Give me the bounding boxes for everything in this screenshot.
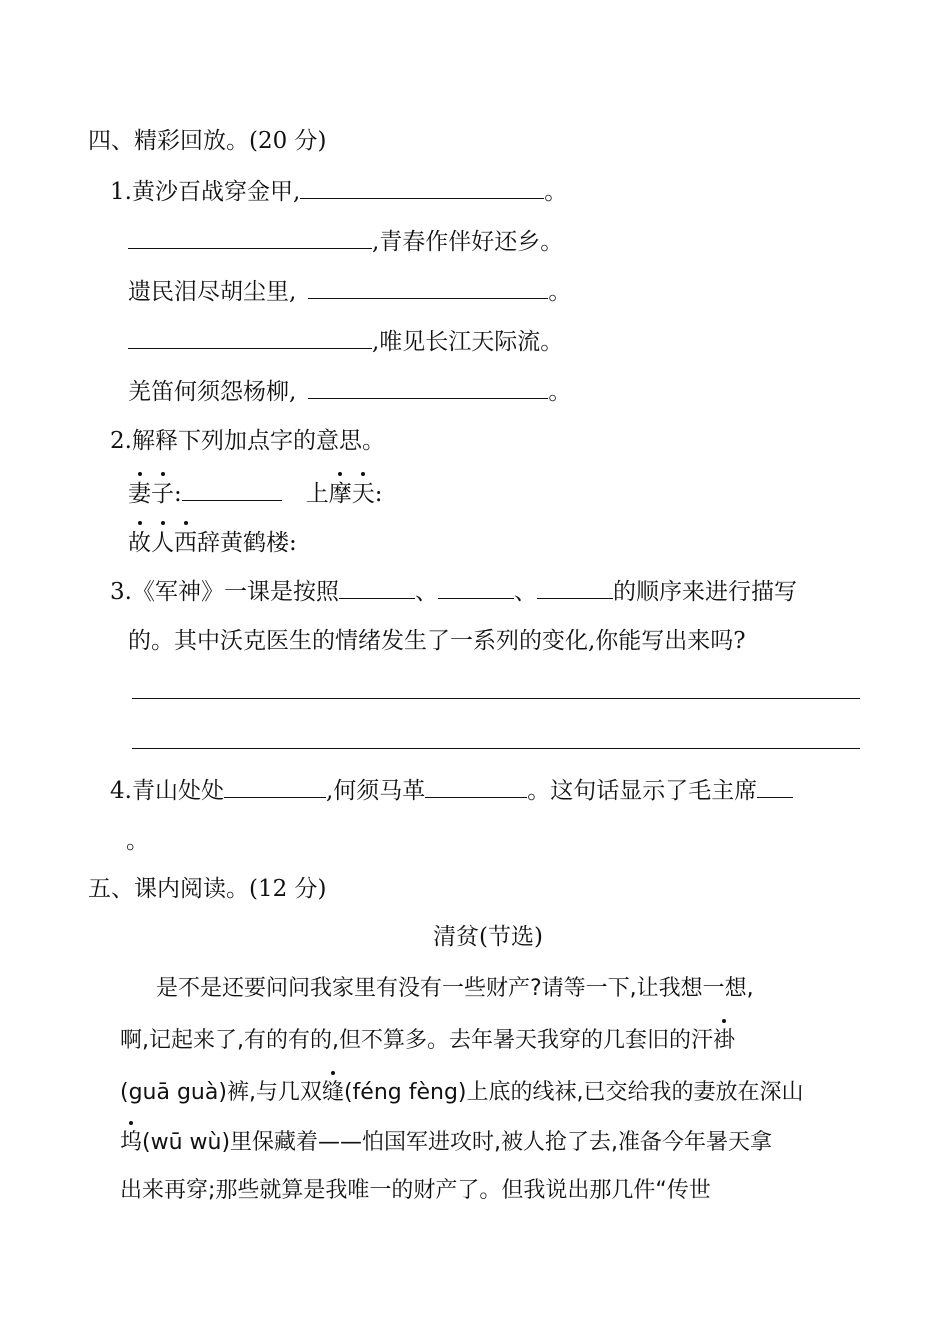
- passage-line-1: 是不是还要问问我家里有没有一些财产?请等一下,让我想一想,: [156, 976, 754, 1001]
- q1-line-3: [128, 276, 571, 307]
- q2-prompt: [110, 426, 385, 456]
- passage-title: 清贫(节选): [433, 924, 543, 950]
- q3-line-1: [110, 576, 797, 607]
- q1-line3-end: 。: [548, 279, 572, 305]
- q1-line-2: [128, 226, 563, 257]
- q4-post: 。这句话显示了毛主席: [527, 778, 758, 804]
- q2-line-1: [128, 478, 383, 509]
- q2-item2-plain: 上: [305, 481, 329, 507]
- q3-blank-1[interactable]: [339, 576, 415, 599]
- passage-line-4-text: (wū wù)里保藏着——怕国军进攻时,被人抢了去,准备今年暑天拿: [142, 1130, 773, 1155]
- passage-line-2: [120, 1026, 735, 1056]
- q1-blank-4[interactable]: [128, 326, 372, 349]
- q1-blank-2[interactable]: [128, 226, 372, 249]
- q3-line-2: 的。其中沃克医生的情绪发生了一系列的变化,你能写出来吗?: [128, 628, 746, 654]
- dotted-char: 西: [174, 530, 197, 556]
- q4-pre: 青山处处: [131, 778, 224, 804]
- q2-item2-colon: :: [374, 481, 383, 507]
- q3-blank-3[interactable]: [537, 576, 613, 599]
- q3-sep-1: 、: [414, 579, 438, 605]
- passage-line-3-post: (féng fèng)上底的线袜,已交给我的妻放在深山: [343, 1080, 804, 1105]
- dotted-char: 褂: [713, 1026, 735, 1056]
- passage-line-3-pre: (guā guà)裤,与几双: [120, 1080, 322, 1105]
- passage-line-5: 出来再穿;那些就算是我唯一的财产了。但我说出那几件“传世: [120, 1178, 711, 1203]
- q1-label: 1.: [110, 179, 132, 205]
- q2-item1-colon: :: [174, 481, 182, 507]
- q1-blank-1[interactable]: [300, 176, 544, 199]
- dotted-char: 故: [128, 530, 151, 556]
- q1-line-4: [128, 326, 563, 357]
- q4-blank-2[interactable]: [425, 775, 527, 798]
- q3-answer-line-1[interactable]: [132, 698, 860, 699]
- q1-line5-text: 羌笛何须怨杨柳,: [128, 379, 297, 405]
- dotted-char: 坞: [120, 1128, 142, 1158]
- q1-line1-end: 。: [544, 179, 568, 205]
- q3-pre: 《军神》一课是按照: [131, 579, 339, 605]
- q1-blank-3[interactable]: [308, 276, 548, 299]
- q3-answer-line-2[interactable]: [132, 748, 860, 749]
- q3-blank-2[interactable]: [438, 576, 514, 599]
- q4-mid: ,何须马革: [325, 778, 426, 804]
- dotted-char: 子: [151, 481, 174, 507]
- q2-item3-rest: 辞黄鹤楼:: [197, 530, 297, 556]
- q2-line-2: [128, 528, 297, 558]
- q4-line-2: 。: [126, 828, 149, 854]
- section-4-heading: 四、精彩回放。(20 分): [88, 128, 327, 154]
- q1-line-1: [110, 176, 567, 207]
- passage-line-4: [120, 1128, 772, 1158]
- q3-sep-2: 、: [513, 579, 537, 605]
- q1-line2-text: ,青春作伴好还乡。: [372, 229, 564, 255]
- q3-post: 的顺序来进行描写: [612, 579, 797, 605]
- dotted-char: 缝: [322, 1078, 344, 1108]
- q1-blank-5[interactable]: [308, 376, 548, 399]
- q1-line1-text: 黄沙百战穿金甲,: [131, 179, 301, 205]
- dotted-char: 妻: [128, 481, 151, 507]
- q4-line-1: [110, 775, 793, 806]
- passage-line-3: [120, 1078, 803, 1108]
- q4-blank-1[interactable]: [224, 775, 326, 798]
- q1-line3-text: 遗民泪尽胡尘里,: [128, 279, 297, 305]
- dotted-char: 摩: [328, 481, 352, 507]
- q4-blank-3[interactable]: [757, 775, 793, 798]
- q3-label: 3.: [110, 579, 132, 605]
- q2-blank-1[interactable]: [182, 478, 282, 501]
- passage-line-2-text: 啊,记起来了,有的有的,但不算多。去年暑天我穿的几套旧的汗: [120, 1028, 713, 1053]
- dotted-char: 天: [351, 481, 375, 507]
- q1-line4-text: ,唯见长江天际流。: [372, 329, 564, 355]
- section-5-heading: 五、课内阅读。(12 分): [88, 876, 327, 902]
- q1-line5-end: 。: [548, 379, 572, 405]
- q2-label: 2.: [110, 428, 132, 454]
- q2-prompt-text: 解释下列加点字的意思。: [131, 428, 385, 454]
- q4-label: 4.: [110, 778, 132, 804]
- dotted-char: 人: [151, 530, 174, 556]
- q1-line-5: [128, 376, 571, 407]
